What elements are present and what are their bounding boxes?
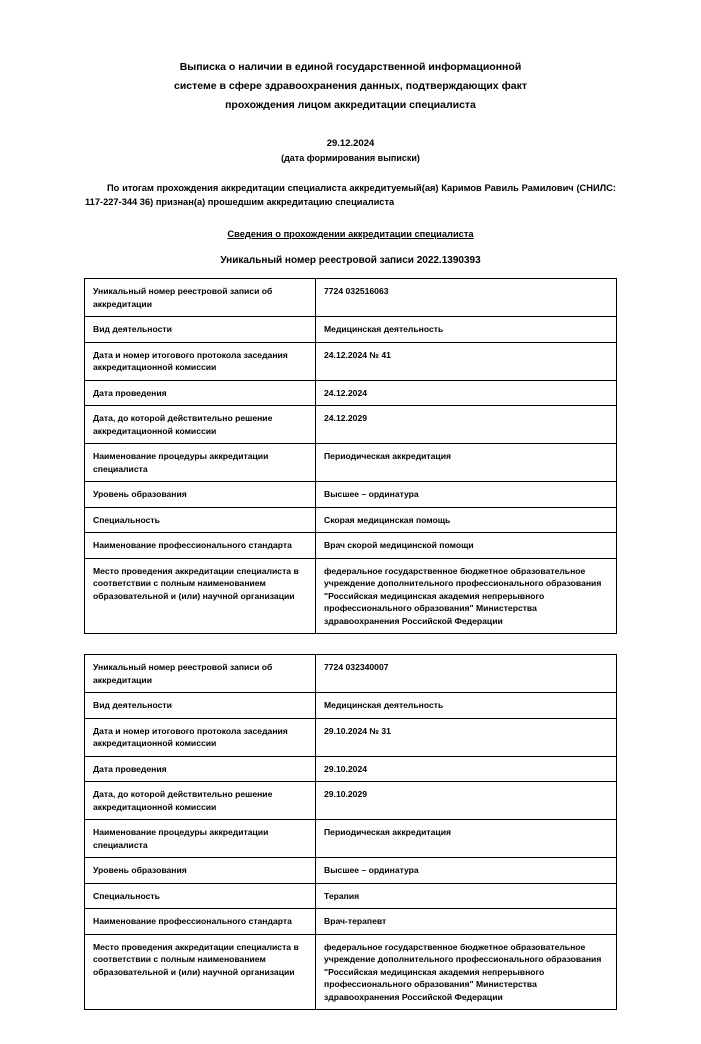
row-value-prof-standard: Врач-терапевт xyxy=(316,909,617,935)
table-row xyxy=(85,693,617,719)
row-value-activity-type: Медицинская деятельность xyxy=(316,317,617,343)
row-value-place: федеральное государственное бюджетное образовательное учреждение дополнительного профессионального образования "Российская медицинская академия непрерывного профессионального образования" Министерства здравоохранения Российской Федерации xyxy=(316,934,617,1010)
accreditation-table-1 xyxy=(84,278,617,634)
row-label-speciality: Специальность xyxy=(85,507,316,533)
row-label-unique-number: Уникальный номер реестровой записи об аккредитации xyxy=(85,279,316,317)
row-value-procedure-name: Периодическая аккредитация xyxy=(316,820,617,858)
table-row xyxy=(85,507,617,533)
row-label-education-level: Уровень образования xyxy=(85,858,316,884)
row-value-valid-until: 24.12.2029 xyxy=(316,406,617,444)
formation-date-block xyxy=(84,137,617,165)
accreditation-summary: По итогам прохождения аккредитации специалиста аккредитуемый(ая) Каримов Равиль Рамилович (СНИЛС: 117-227-344 36) признан(а) прошедшим аккредитацию специалиста xyxy=(85,183,616,207)
row-label-unique-number: Уникальный номер реестровой записи об аккредитации xyxy=(85,655,316,693)
table-row xyxy=(85,858,617,884)
page-title-line-2: системе в сфере здравоохранения данных, подтверждающих факт xyxy=(173,80,527,92)
table-row xyxy=(85,883,617,909)
table-row xyxy=(85,718,617,756)
row-value-protocol: 24.12.2024 № 41 xyxy=(316,342,617,380)
table-row xyxy=(85,317,617,343)
row-label-place: Место проведения аккредитации специалиста в соответствии с полным наименованием образовательной и (или) научной организации xyxy=(85,558,316,634)
row-value-unique-number: 7724 032516063 xyxy=(316,279,617,317)
row-value-procedure-name: Периодическая аккредитация xyxy=(316,444,617,482)
table-row xyxy=(85,444,617,482)
table-row xyxy=(85,279,617,317)
row-label-education-level: Уровень образования xyxy=(85,482,316,508)
table-row xyxy=(85,655,617,693)
table-row xyxy=(85,558,617,634)
table-row xyxy=(85,342,617,380)
row-label-date-held: Дата проведения xyxy=(85,756,316,782)
page-title-line-1: Выписка о наличии в единой государственной информационной xyxy=(179,61,522,73)
table-row xyxy=(85,934,617,1010)
row-label-procedure-name: Наименование процедуры аккредитации специалиста xyxy=(85,444,316,482)
page-title xyxy=(84,58,617,115)
row-value-activity-type: Медицинская деятельность xyxy=(316,693,617,719)
table-row xyxy=(85,380,617,406)
row-value-place: федеральное государственное бюджетное образовательное учреждение дополнительного профессионального образования "Российская медицинская академия непрерывного профессионального образования" Министерства здравоохранения Российской Федерации xyxy=(316,558,617,634)
section-heading xyxy=(84,229,617,239)
row-value-speciality: Терапия xyxy=(316,883,617,909)
row-label-protocol: Дата и номер итогового протокола заседания аккредитационной комиссии xyxy=(85,342,316,380)
row-label-prof-standard: Наименование профессионального стандарта xyxy=(85,909,316,935)
table-row xyxy=(85,482,617,508)
formation-date-value: 29.12.2024 xyxy=(326,138,375,149)
row-label-speciality: Специальность xyxy=(85,883,316,909)
table-row xyxy=(85,406,617,444)
section-heading-text: Сведения о прохождении аккредитации специалиста xyxy=(227,229,474,239)
table-row xyxy=(85,756,617,782)
row-value-unique-number: 7724 032340007 xyxy=(316,655,617,693)
table-row xyxy=(85,909,617,935)
formation-date-caption: (дата формирования выписки) xyxy=(281,153,420,163)
row-value-education-level: Высшее – ординатура xyxy=(316,482,617,508)
row-label-place: Место проведения аккредитации специалиста в соответствии с полным наименованием образовательной и (или) научной организации xyxy=(85,934,316,1010)
table-row xyxy=(85,533,617,559)
row-value-valid-until: 29.10.2029 xyxy=(316,782,617,820)
row-value-prof-standard: Врач скорой медицинской помощи xyxy=(316,533,617,559)
page-title-line-3: прохождения лицом аккредитации специалиста xyxy=(225,99,476,111)
table-row xyxy=(85,820,617,858)
table-row xyxy=(85,782,617,820)
row-value-date-held: 29.10.2024 xyxy=(316,756,617,782)
row-value-education-level: Высшее – ординатура xyxy=(316,858,617,884)
row-label-procedure-name: Наименование процедуры аккредитации специалиста xyxy=(85,820,316,858)
row-label-prof-standard: Наименование профессионального стандарта xyxy=(85,533,316,559)
row-label-valid-until: Дата, до которой действительно решение аккредитационной комиссии xyxy=(85,406,316,444)
row-label-protocol: Дата и номер итогового протокола заседания аккредитационной комиссии xyxy=(85,718,316,756)
row-label-activity-type: Вид деятельности xyxy=(85,317,316,343)
registry-record-number: Уникальный номер реестровой записи 2022.1390393 xyxy=(220,255,481,266)
row-value-date-held: 24.12.2024 xyxy=(316,380,617,406)
row-label-activity-type: Вид деятельности xyxy=(85,693,316,719)
row-value-speciality: Скорая медицинская помощь xyxy=(316,507,617,533)
row-value-protocol: 29.10.2024 № 31 xyxy=(316,718,617,756)
row-label-date-held: Дата проведения xyxy=(85,380,316,406)
row-label-valid-until: Дата, до которой действительно решение аккредитационной комиссии xyxy=(85,782,316,820)
accreditation-table-2 xyxy=(84,654,617,1010)
